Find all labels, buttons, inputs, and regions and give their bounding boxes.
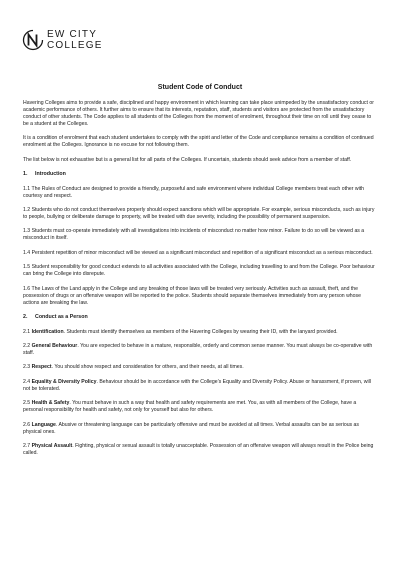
rule-item: 2.1 Identification. Students must identify themselves as members of the Havering Colleges by wearing their ID, with the lanyard provided. (23, 328, 338, 335)
rule-item: 2.6 Language. Abusive or threatening language can be particularly offensive and must be avoided at all times. Verbal assaults can be as serious as physical ones. (23, 421, 359, 435)
rule-paragraph: 1.6 The Laws of the Land apply in the College and any breaking of those laws will be treated very seriously. Activities such as assault, theft, and the possession of drugs or an offensive weapon will be reported to the police. Students should separate themselves immediately from any person whose actions are breaking the law. (23, 285, 361, 306)
rule-item: 2.2 General Behaviour. You are expected to behave in a mature, responsible, orderly and common sense manner. You must always be co-operative with staff. (23, 343, 373, 356)
document-body (23, 100, 377, 465)
rule-label: Language (31, 421, 56, 428)
rule-label: Physical Assault (31, 443, 73, 450)
rule-item: 2.7 Physical Assault. Fighting, physical or sexual assault is totally unacceptable. Possession of an offensive weapon will always result in the Police being called. (23, 443, 374, 457)
college-logo-icon (22, 29, 44, 51)
rule-label: General Behaviour (31, 343, 78, 350)
college-logo (22, 27, 103, 53)
intro-paragraph: Havering Colleges aims to provide a safe, disciplined and happy environment in which learning can take place unimpeded by the unsatisfactory conduct or academic performance of others. It further aims to ensure that its interests, reputation, staff, students and visitors are protected from the unsatisfactory conduct of other students. The Code applies to all students of the Colleges from the moment of enrolment, throughout their time on roll until they cease to be a student at the Colleges. (23, 100, 374, 127)
rule-label: Respect (31, 364, 52, 371)
rule-item: 2.3 Respect. You should show respect and consideration for others, and their needs, at all times. (23, 364, 244, 371)
logo-text-line2: COLLEGE (47, 39, 103, 51)
section-heading-conduct (23, 314, 377, 321)
section-title: Introduction (35, 171, 66, 178)
rule-paragraph: 1.1 The Rules of Conduct are designed to provide a friendly, purposeful and safe environment where individual College members treat each other with courtesy and respect. (23, 185, 365, 199)
rule-paragraph: 1.5 Student responsibility for good conduct extends to all activities associated with the College, including travelling to and from the College. Poor behaviour can bring the College into disrepute. (23, 264, 375, 278)
rule-label: Identification (31, 328, 64, 335)
rule-item: 2.5 Health & Safety. You must behave in such a way that health and safety requirements are met. You, as with all members of the College, have a personal responsibility for health and safety, not only for yourself but also for others. (23, 400, 357, 414)
rule-item: 2.4 Equality & Diversity Policy. Behaviour should be in accordance with the College’s Equality and Diversity Policy. Abuse or harassment, if proven, will not be tolerated. (23, 378, 371, 392)
section-number: 2. (23, 314, 28, 321)
rule-label: Health & Safety (31, 400, 70, 407)
intro-paragraph: It is a condition of enrolment that each student undertakes to comply with the spirit and letter of the Code and compliance remains a condition of continued enrolment at the Colleges. Ignorance is no excuse for not following them. (23, 135, 374, 149)
rule-paragraph: 1.2 Students who do not conduct themselves properly should expect sanctions which will be appropriate. For example, serious misconducts, such as injury to people, bullying or deliberate damage to property, will be treated with due severity, including the possibility of permanent suspension. (23, 207, 375, 220)
rule-paragraph: 1.3 Students must co-operate immediately with all investigations into incidents of misconduct no matter how minor. Failure to do so will be viewed as a misconduct in itself. (23, 228, 365, 242)
logo-text-line1: EW CITY (47, 28, 98, 40)
rule-label: Equality & Diversity Policy (31, 378, 97, 385)
document-title: Student Code of Conduct (157, 84, 243, 91)
intro-paragraph: The list below is not exhaustive but is a general list for all parts of the Colleges. If uncertain, students should seek advice from a member of staff. (23, 156, 352, 163)
rule-paragraph: 1.4 Persistent repetition of minor misconduct will be viewed as a significant misconduct and repetition of a significant misconduct as a serious misconduct. (23, 249, 373, 256)
section-heading-introduction (23, 171, 377, 178)
section-title: Conduct as a Person (35, 314, 88, 321)
section-number: 1. (23, 171, 28, 178)
